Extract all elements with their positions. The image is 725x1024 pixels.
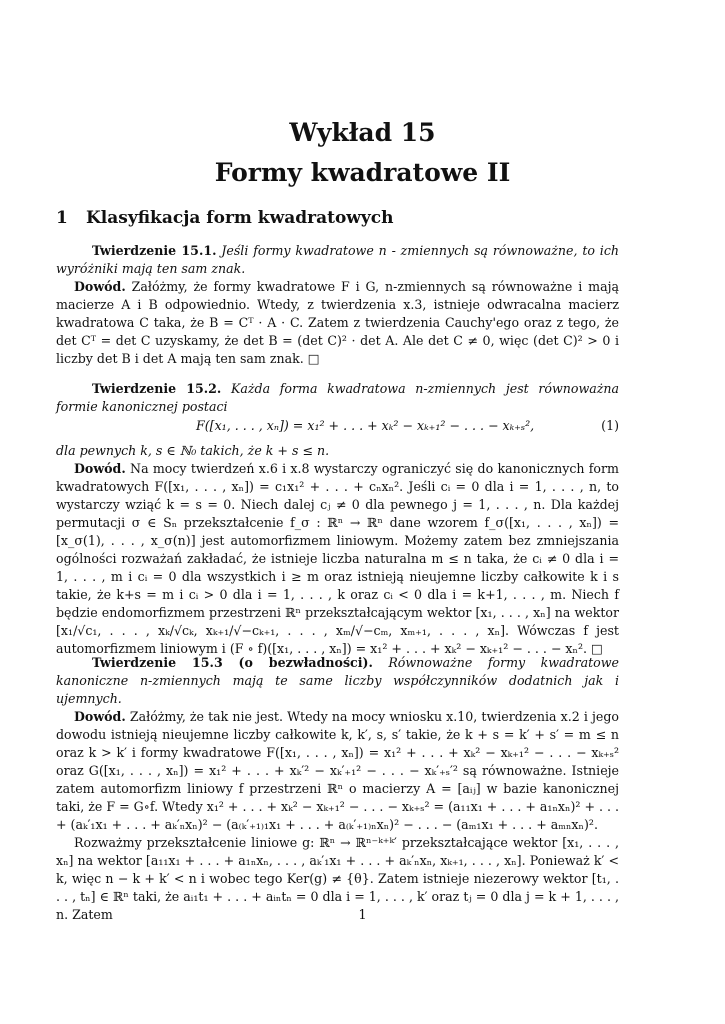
section-title: Klasyfikacja form kwadratowych <box>86 208 394 228</box>
paragraph-text: Rozważmy przekształcenie liniowe g: ℝⁿ → ℝⁿ⁻ᵏ⁺ᵏ′ przekształcające wektor [x₁, . . . , xₙ] na wektor [a₁₁x₁ + . . . + a₁ₙxₙ, . . . , aₖ′₁x₁ + . . . + aₖ′ₙxₙ, xₖ₊₁, . . . , xₙ]. Ponieważ k′ < k, więc n − k + k′ < n i wobec tego Ker(g) ≠ {θ}. Zatem istnieje niezerowy wektor [t₁, . . . , tₙ] ∈ ℝⁿ taki, że aᵢ₁t₁ + . . . + aᵢₙtₙ = 0 dla i = 1, . . . , k′ oraz tⱼ = 0 dla j = k + 1, . . . , n. Zatem <box>56 835 619 922</box>
equation-body: F([x₁, . . . , xₙ]) = x₁² + . . . + xₖ² − xₖ₊₁² − . . . − xₖ₊ₛ², <box>196 418 535 433</box>
theorem-statement: Każda forma kwadratowa n-zmiennych jest równoważna formie kanonicznej postaci <box>56 381 619 414</box>
equation-number: (1) <box>601 418 619 433</box>
theorem-label: Twierdzenie 15.1. <box>92 243 217 258</box>
equation-1 <box>56 416 619 436</box>
theorem-label: Twierdzenie 15.3 (o bezwładności). <box>92 655 373 670</box>
proof-label: Dowód. <box>74 709 126 724</box>
theorem-tail: dla pewnych k, s ∈ ℕ₀ takich, że k + s ≤ n. <box>56 443 330 458</box>
theorem-15-2 <box>56 380 619 416</box>
theorem-statement: Jeśli formy kwadratowe n - zmiennych są równoważne, to ich wyróżniki mają ten sam znak. <box>56 243 619 276</box>
lecture-subtitle: Formy kwadratowe II <box>214 158 511 187</box>
theorem-statement: Równoważne formy kwadratowe kanoniczne n-zmiennych mają te same liczby współczynników dodatnich jak i ujemnych. <box>56 655 619 706</box>
theorem-label: Twierdzenie 15.2. <box>92 381 222 396</box>
theorem-15-1 <box>56 242 619 368</box>
proof-label: Dowód. <box>74 279 126 294</box>
section-heading <box>56 208 394 228</box>
proof-15-2 <box>56 442 619 658</box>
theorem-15-3 <box>56 654 619 924</box>
lecture-title: Wykład 15 <box>289 118 436 147</box>
proof-text: Załóżmy, że formy kwadratowe F i G, n-zmiennych są równoważne i mają macierze A i B odpowiednio. Wtedy, z twierdzenia x.3, istnieje odwracalna macierz kwadratowa C taka, że B = Cᵀ · A · C. Zatem z twierdzenia Cauchy'ego oraz z tego, że det Cᵀ = det C uzyskamy, że det B = (det C)² · det A. Ale det C ≠ 0, więc (det C)² > 0 i liczby det B i det A mają ten sam znak. □ <box>56 279 619 366</box>
proof-text: Na mocy twierdzeń x.6 i x.8 wystarczy ograniczyć się do kanonicznych form kwadratowych F([x₁, . . . , xₙ]) = c₁x₁² + . . . + cₙxₙ². Jeśli cᵢ = 0 dla i = 1, . . . , n, to wystarczy wziąć k = s = 0. Niech dalej cⱼ ≠ 0 dla pewnego j = 1, . . . , n. Dla każdej permutacji σ ∈ Sₙ przekształcenie f_σ : ℝⁿ → ℝⁿ dane wzorem f_σ([x₁, . . . , xₙ]) = [x_σ(1), . . . , x_σ(n)] jest automorfizmem liniowym. Możemy zatem bez zmniejszania ogólności rozważań zakładać, że istnieje liczba naturalna m ≤ n taka, że cᵢ ≠ 0 dla i = 1, . . . , m i cᵢ = 0 dla wszystkich i ≥ m oraz istnieją nieujemne liczby całkowite k i s takie, że k+s = m i cᵢ > 0 dla i = 1, . . . , k oraz cᵢ < 0 dla i = k+1, . . . , m. Niech f będzie endomorfizmem przestrzeni ℝⁿ przekształcającym wektor [x₁, . . . , xₙ] na wektor [x₁/√c₁, . . . , xₖ/√cₖ, xₖ₊₁/√−cₖ₊₁, . . . , xₘ/√−cₘ, xₘ₊₁, . . . , xₙ]. Wówczas f jest automorfizmem liniowym i (F ∘ f)([x₁, . . . , xₙ]) = x₁² + . . . + xₖ² − xₖ₊₁² − . . . − xₙ². □ <box>56 461 619 656</box>
proof-text: Załóżmy, że tak nie jest. Wtedy na mocy wniosku x.10, twierdzenia x.2 i jego dowodu istnieją nieujemne liczby całkowite k, k′, s, s′ takie, że k + s = k′ + s′ = m ≤ n oraz k > k′ i formy kwadratowe F([x₁, . . . , xₙ]) = x₁² + . . . + xₖ² − xₖ₊₁² − . . . − xₖ₊ₛ² oraz G([x₁, . . . , xₙ]) = x₁² + . . . + xₖ′² − xₖ′₊₁² − . . . − xₖ′₊ₛ′² są równoważne. Istnieje zatem automorfizm liniowy f przestrzeni ℝⁿ o macierzy A = [aᵢⱼ] w bazie kanonicznej taki, że F = G∘f. Wtedy x₁² + . . . + xₖ² − xₖ₊₁² − . . . − xₖ₊ₛ² = (a₁₁x₁ + . . . + a₁ₙxₙ)² + . . . + (aₖ′₁x₁ + . . . + aₖ′ₙxₙ)² − (a₍ₖ′₊₁₎₁x₁ + . . . + a₍ₖ′₊₁₎ₙxₙ)² − . . . − (aₘ₁x₁ + . . . + aₘₙxₙ)². <box>56 709 620 832</box>
proof-label: Dowód. <box>74 461 126 476</box>
section-number: 1 <box>56 208 68 228</box>
page-number: 1 <box>358 908 367 923</box>
